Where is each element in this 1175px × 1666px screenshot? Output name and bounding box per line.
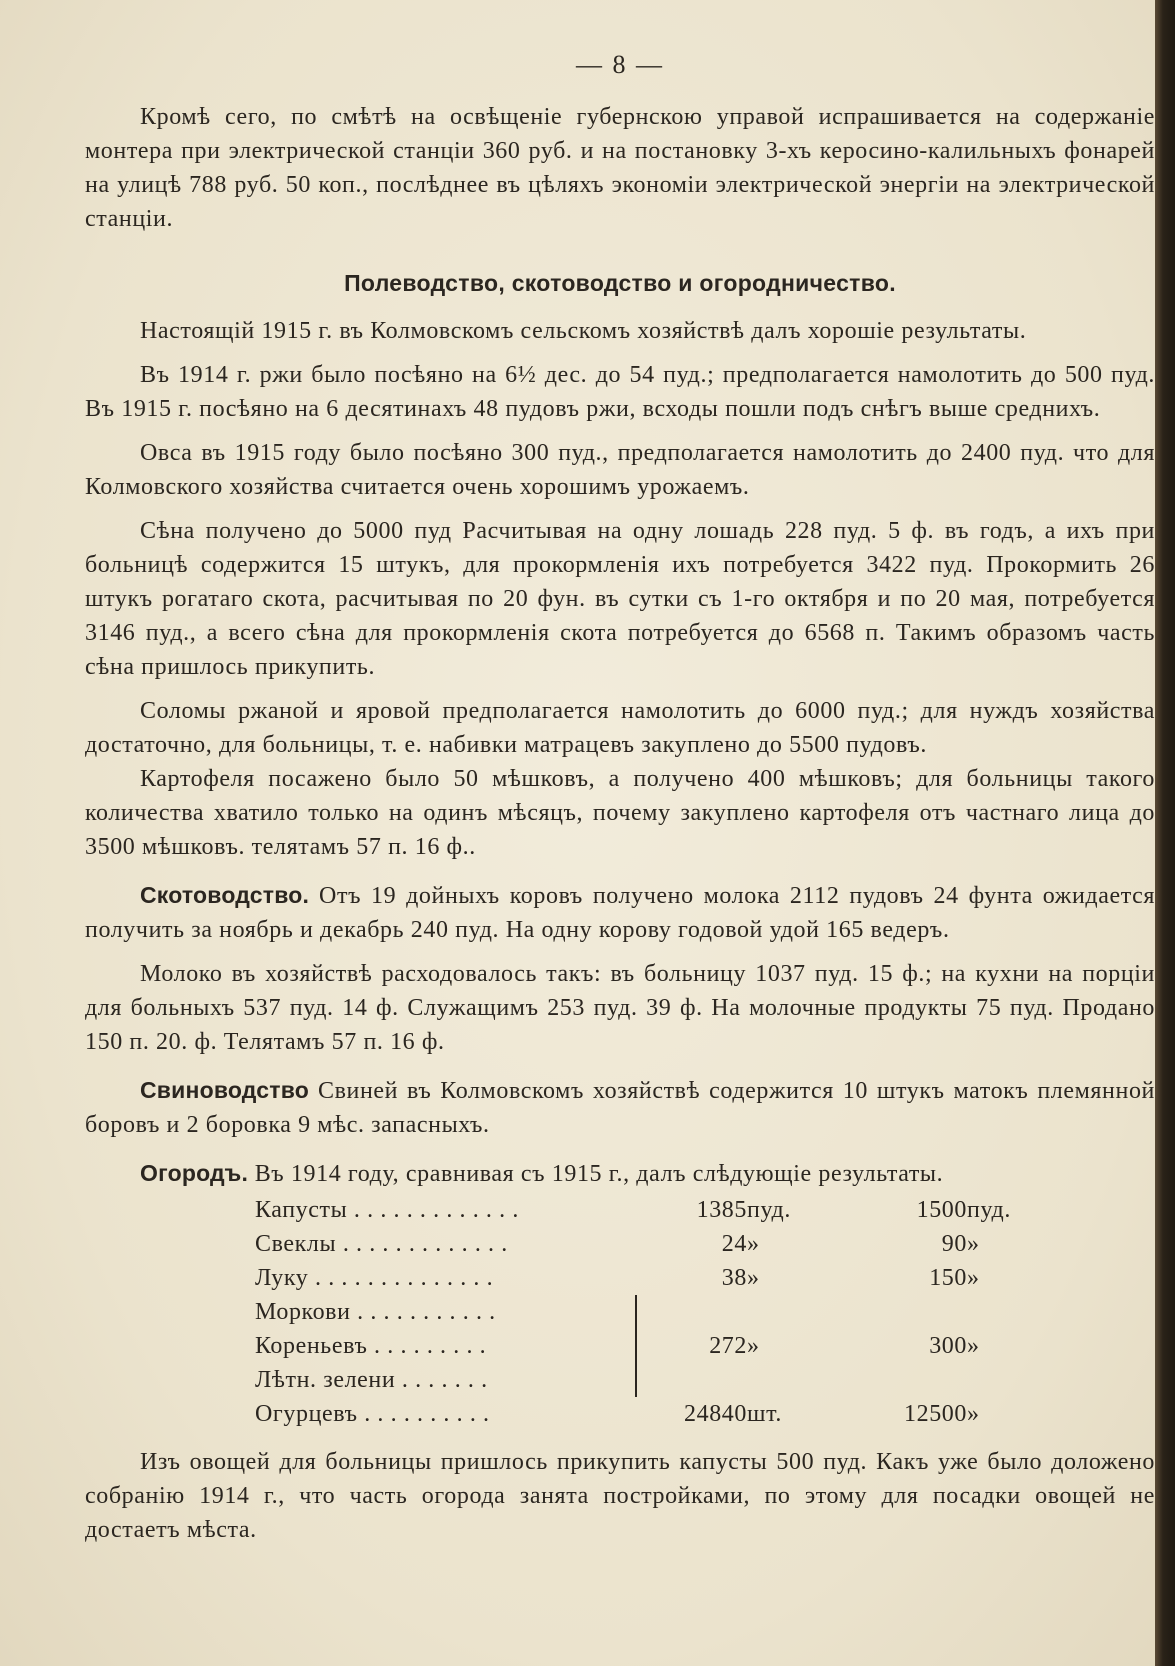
paragraph-cattle bbox=[85, 878, 1155, 947]
table-row: Луку . . . . . . . . . . . . . . 38 » 150 » bbox=[255, 1265, 980, 1291]
paragraph-lighting: Кромѣ сего, по смѣтѣ на освѣщеніе губернскою управой испрашивается на содержаніе монтера при электрической станціи 360 руб. и на постановку 3-хъ керосино-калильныхъ фонарей на улицѣ 788 руб. 50 коп., послѣднее въ цѣляхъ экономіи электрической энергіи на электрической станціи. bbox=[85, 104, 1155, 232]
paragraph-closing: Изъ овощей для больницы пришлось прикупить капусты 500 пуд. Какъ уже было доложено собранію 1914 г., что часть огорода занята постройками, по этому для посадки овощей не достаетъ мѣста. bbox=[85, 1449, 1155, 1543]
paragraph-milk: Молоко въ хозяйствѣ расходовалось такъ: въ больницу 1037 пуд. 15 ф.; на кухни на порціи для больныхъ 537 пуд. 14 ф. Служащимъ 253 пуд. 39 ф. На молочные продукты 75 пуд. Продано 150 п. 20. ф. Телятамъ 57 п. 16 ф. bbox=[85, 961, 1155, 1055]
paragraph-garden bbox=[85, 1156, 1155, 1191]
table-row: Свеклы . . . . . . . . . . . . . 24 » 90 » bbox=[255, 1231, 980, 1257]
table-row: Капусты . . . . . . . . . . . . . 1385 пуд. 1500 пуд. bbox=[255, 1197, 1011, 1223]
document-body bbox=[85, 48, 1155, 1557]
garden-table bbox=[255, 1193, 1047, 1431]
table-row: Моркови . . . . . . . . . . . 272 » 300 » bbox=[255, 1295, 1047, 1329]
table-row: Огурцевъ . . . . . . . . . . 24840 шт. 12500 » bbox=[255, 1401, 980, 1427]
table-row: Кореньевъ . . . . . . . . . bbox=[255, 1333, 487, 1359]
garden-lead: Огородъ. bbox=[140, 1160, 249, 1186]
page-number: — 8 — bbox=[576, 50, 664, 79]
paragraph-pigs bbox=[85, 1073, 1155, 1142]
pigs-text: Свиней въ Колмовскомъ хозяйствѣ содержится 10 штукъ матокъ племянной боровъ и 2 боровка 9 мѣс. запасныхъ. bbox=[85, 1078, 1155, 1138]
table-row: Лѣтн. зелени . . . . . . . bbox=[255, 1367, 488, 1393]
garden-text: Въ 1914 году, сравнивая съ 1915 г., далъ слѣдующіе результаты. bbox=[254, 1161, 944, 1187]
paragraph-hay: Сѣна получено до 5000 пуд Расчитывая на одну лошадь 228 пуд. 5 ф. въ годъ, а ихъ при больницѣ содержится 15 штукъ, для прокормленія ихъ потребуется 3422 пуд. Прокормить 26 штукъ рогатаго скота, расчитывая по 20 фун. въ сутки съ 1-го октября и по 20 мая, потребуется 3146 пуд., а всего сѣна для прокормленія скота потребуется до 6568 п. Такимъ образомъ часть сѣна пришлось прикупить. bbox=[85, 518, 1155, 680]
pigs-lead: Свиноводство bbox=[140, 1077, 310, 1103]
section-heading: Полеводство, скотоводство и огородничество. bbox=[344, 270, 896, 296]
paragraph-field-intro: Настоящій 1915 г. въ Колмовскомъ сельскомъ хозяйствѣ далъ хорошіе результаты. bbox=[140, 318, 1027, 344]
paragraph-rye: Въ 1914 г. ржи было посѣяно на 6½ дес. до 54 пуд.; предполагается намолотить до 500 пуд. Въ 1915 г. посѣяно на 6 десятинахъ 48 пудовъ ржи, всходы пошли подъ снѣгъ выше среднихъ. bbox=[85, 362, 1155, 422]
paragraph-straw: Соломы ржаной и яровой предполагается намолотить до 6000 пуд.; для нуждъ хозяйства достаточно, для больницы, т. е. набивки матрацевъ закуплено до 5500 пудовъ. bbox=[85, 698, 1155, 758]
paragraph-potatoes: Картофеля посажено было 50 мѣшковъ, а получено 400 мѣшковъ; для больницы такого количества хватило только на одинъ мѣсяцъ, почему закуплено картофеля отъ частнаго лица до 3500 мѣшковъ. телятамъ 57 п. 16 ф.. bbox=[85, 766, 1155, 860]
cattle-text: Отъ 19 дойныхъ коровъ получено молока 2112 пудовъ 24 фунта ожидается получить за ноябрь и декабрь 240 пуд. На одну корову годовой удой 165 ведеръ. bbox=[85, 883, 1155, 943]
cattle-lead: Скотоводство. bbox=[140, 882, 310, 908]
paragraph-oats: Овса въ 1915 году было посѣяно 300 пуд., предполагается намолотить до 2400 пуд. что для Колмовского хозяйства считается очень хорошимъ урожаемъ. bbox=[85, 440, 1155, 500]
page-edge bbox=[1155, 0, 1175, 1666]
